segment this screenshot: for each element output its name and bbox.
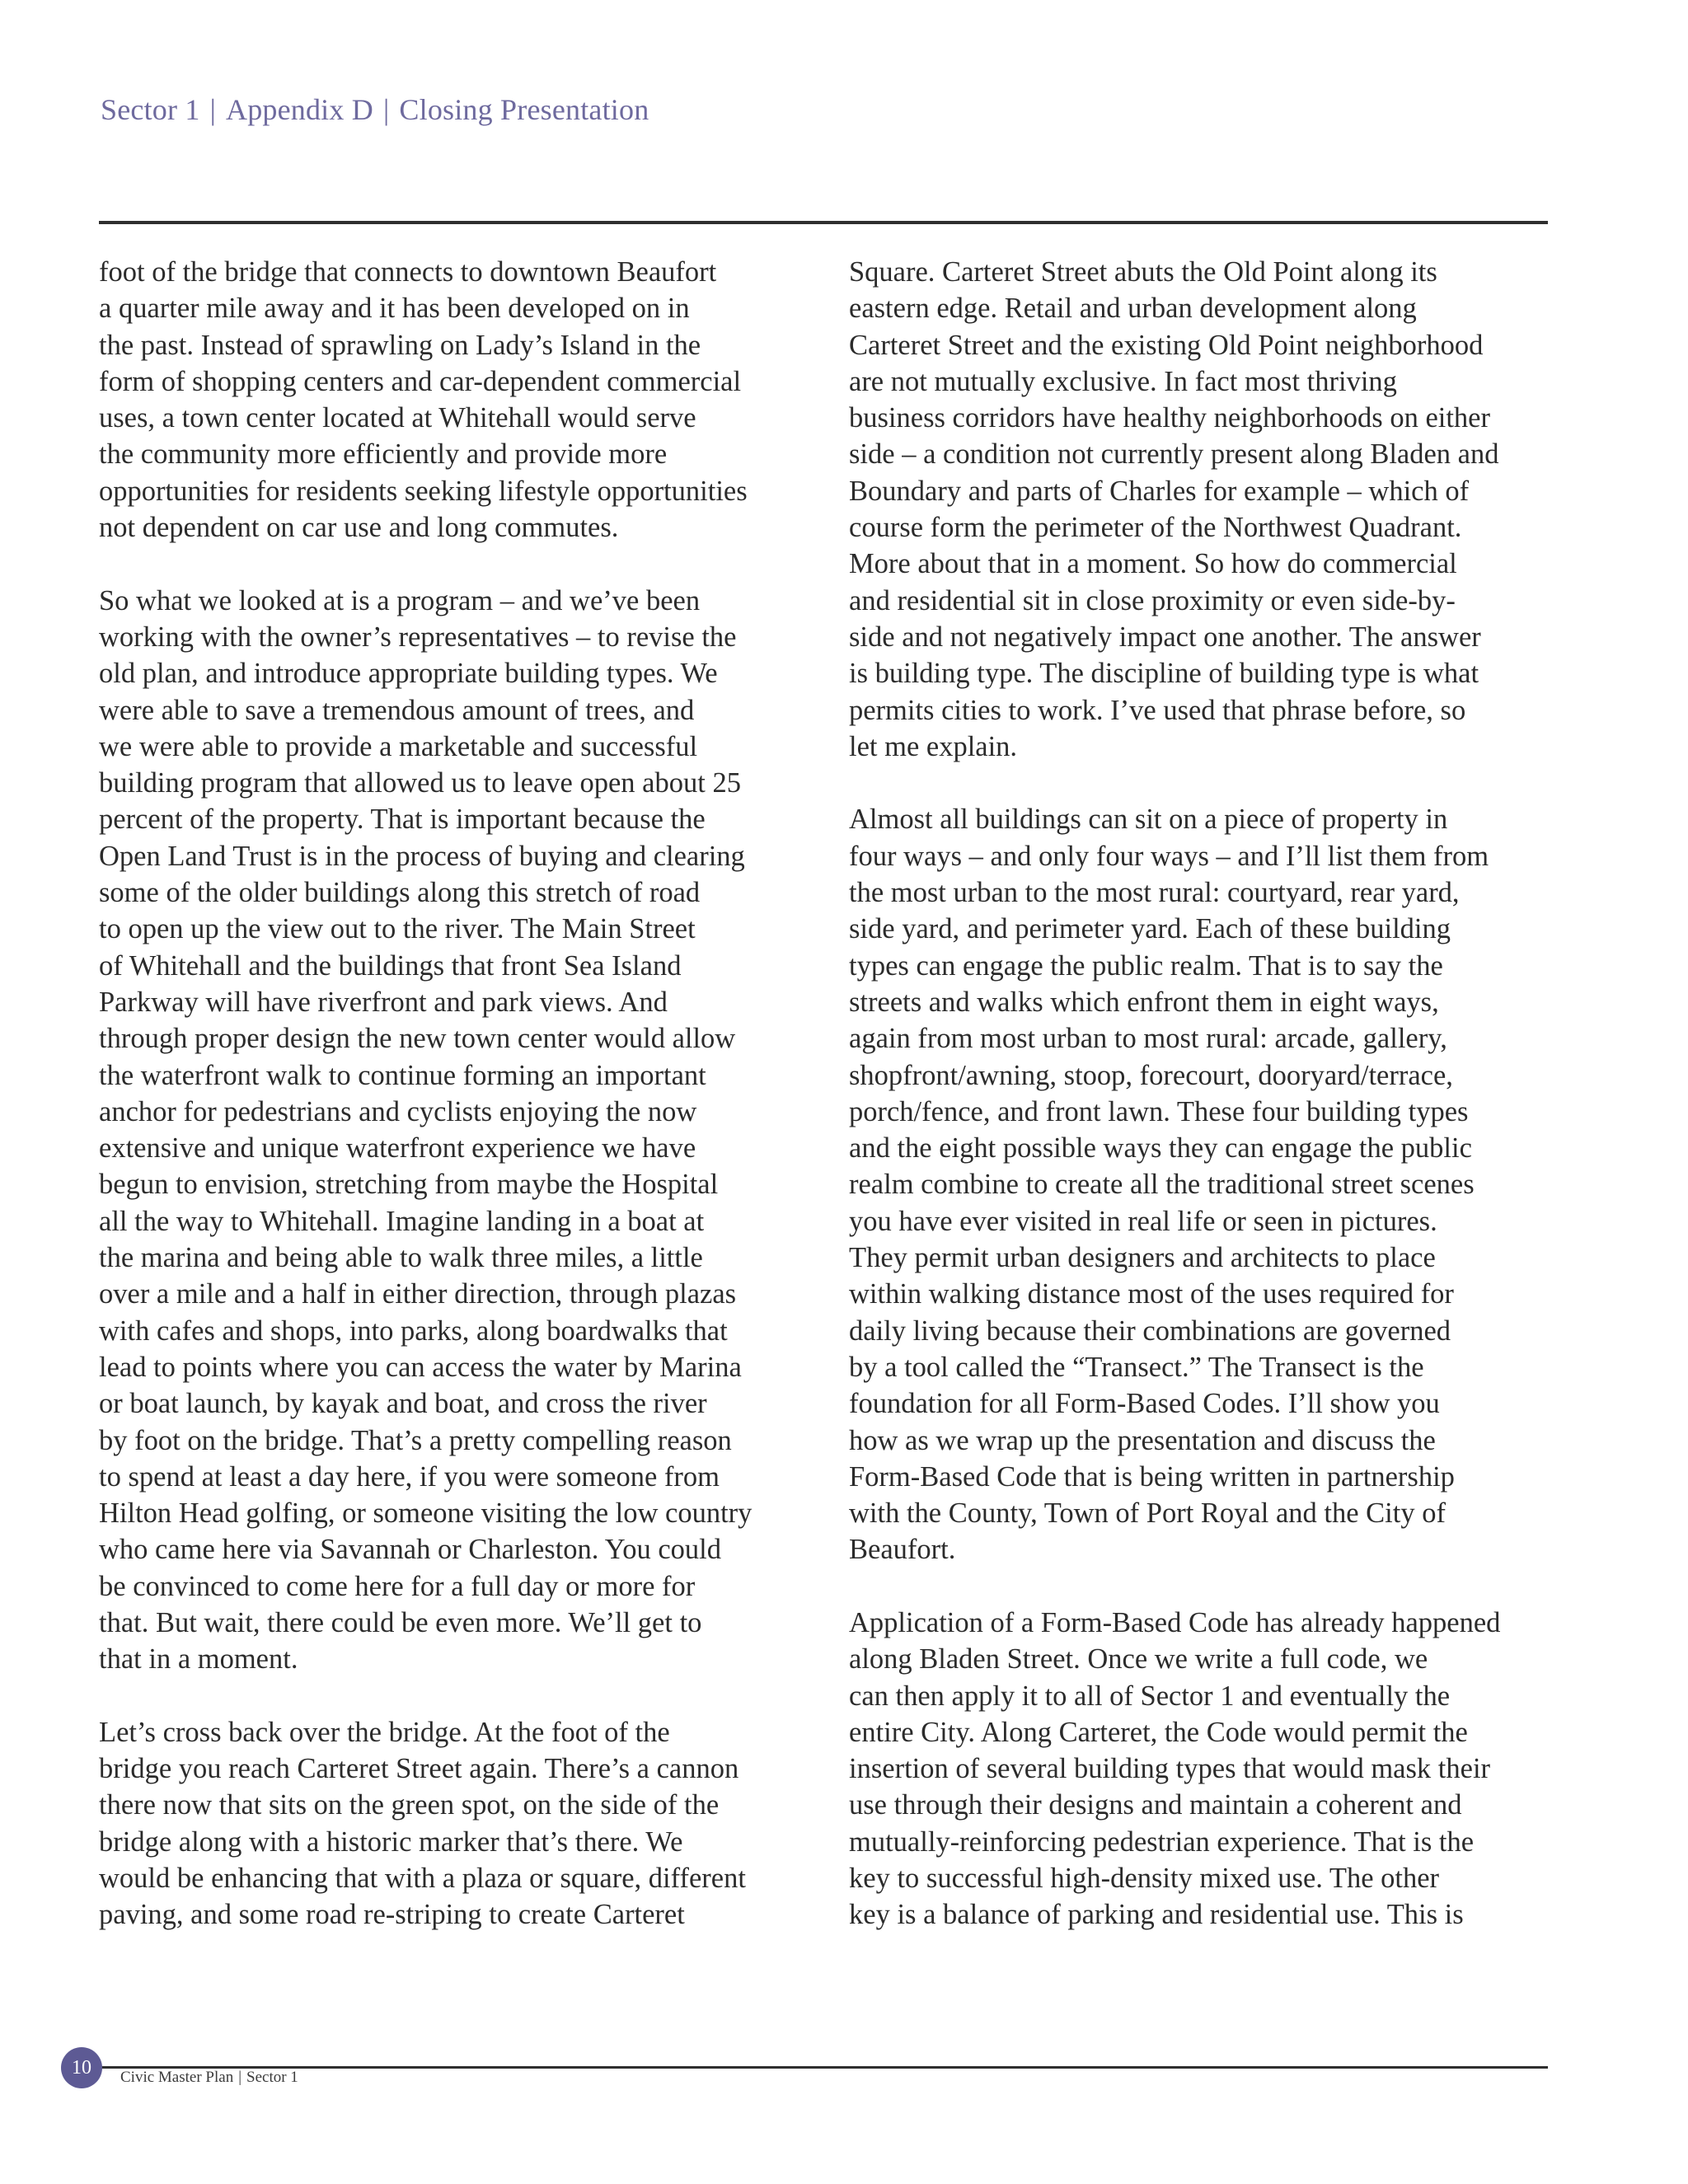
paragraph: So what we looked at is a program – and we’ve been working with the owner’s representatives – to revise the old plan, and introduce appropriate building types. We were able to save a tremendous amount of trees, and we were able to provide a marketable and successful building program that allowed us to leave open about 25 percent of the property. That is important because the Open Land Trust is in the process of buying and clearing some of the older buildings along this stretch of road to open up the view out to the river. The Main Street of Whitehall and the buildings that front Sea Island Parkway will have riverfront and park views. And through proper design the new town center would allow the waterfront walk to continue forming an important anchor for pedestrians and cyclists enjoying the now extensive and unique waterfront experience we have begun to envision, stretching from maybe the Hospital all the way to Whitehall. Imagine landing in a boat at the marina and being able to walk three miles, a little over a mile and a half in either direction, through plazas with cafes and shops, into parks, along boardwalks that lead to points where you can access the water by Marina or boat launch, by kayak and boat, and cross the river by foot on the bridge. That’s a pretty compelling reason to spend at least a day here, if you were someone from Hilton Head golfing, or someone visiting the low country who came here via Savannah or Charleston. You could be convinced to come here for a full day or more for that. But wait, there could be even more. We’ll get to that in a moment.	[99, 584, 753, 1675]
header-separator: |	[209, 93, 216, 126]
footer-sector: Sector 1	[246, 2069, 298, 2086]
paragraph: Let’s cross back over the bridge. At the foot of the bridge you reach Carteret Street again. There’s a cannon there now that sits on the green spot, on the side of the bridge along with a historic marker that’s there. We would be enhancing that with a plaza or square, different paving, and some road re-striping to create Carteret	[99, 1716, 746, 1931]
running-footer	[120, 2069, 298, 2087]
header-rule	[99, 221, 1548, 224]
header-appendix: Appendix D	[226, 93, 373, 126]
running-header	[101, 92, 649, 127]
paragraph: Square. Carteret Street abuts the Old Point along its eastern edge. Retail and urban development along Carteret Street and the existing Old Point neighborhood are not mutually exclusive. In fact most thriving business corridors have healthy neighborhoods on either side – a condition not currently present along Bladen and Boundary and parts of Charles for example – which of course form the perimeter of the Northwest Quadrant. More about that in a moment. So how do commercial and residential sit in close proximity or even side-by- side and not negatively impact one another. The answer is building type. The discipline of building type is what permits cities to work. I’ve used that phrase before, so let me explain.	[849, 256, 1499, 762]
footer-document-title: Civic Master Plan	[120, 2069, 234, 2086]
paragraph: foot of the bridge that connects to downtown Beaufort a quarter mile away and it has been developed on in the past. Instead of sprawling on Lady’s Island in the form of shopping centers and car-dependent commercial uses, a town center located at Whitehall would serve the community more efficiently and provide more opportunities for residents seeking lifestyle opportunities not dependent on car use and long commutes.	[99, 256, 748, 544]
footer-rule	[99, 2066, 1548, 2069]
footer-separator: |	[238, 2069, 242, 2086]
header-separator: |	[382, 93, 390, 126]
page-number-badge: 10	[61, 2047, 102, 2088]
right-text-column	[849, 254, 1558, 1933]
paragraph: Almost all buildings can sit on a piece of property in four ways – and only four ways – and I’ll list them from the most urban to the most rural: courtyard, rear yard, side yard, and perimeter yard. Each of these building types can engage the public realm. That is to say the streets and walks which enfront them in eight ways, again from most urban to most rural: arcade, gallery, shopfront/awning, stoop, forecourt, dooryard/terrace, porch/fence, and front lawn. These four building types and the eight possible ways they can engage the public realm combine to create all the traditional street scenes you have ever visited in real life or seen in pictures. They permit urban designers and architects to place within walking distance most of the uses required for daily living because their combinations are governed by a tool called the “Transect.” The Transect is the foundation for all Form-Based Codes. I’ll show you how as we wrap up the presentation and discuss the Form-Based Code that is being written in partnership with the County, Town of Port Royal and the City of Beaufort.	[849, 804, 1489, 1566]
paragraph: Application of a Form-Based Code has already happened along Bladen Street. Once we write a full code, we can then apply it to all of Sector 1 and eventually the entire City. Along Carteret, the Code would permit the insertion of several building types that would mask their use through their designs and maintain a coherent and mutually-reinforcing pedestrian experience. That is the key to successful high-density mixed use. The other key is a balance of parking and residential use. This is	[849, 1606, 1501, 1931]
header-sector: Sector 1	[101, 93, 200, 126]
left-text-column	[99, 254, 808, 1933]
header-section-title: Closing Presentation	[399, 93, 649, 126]
